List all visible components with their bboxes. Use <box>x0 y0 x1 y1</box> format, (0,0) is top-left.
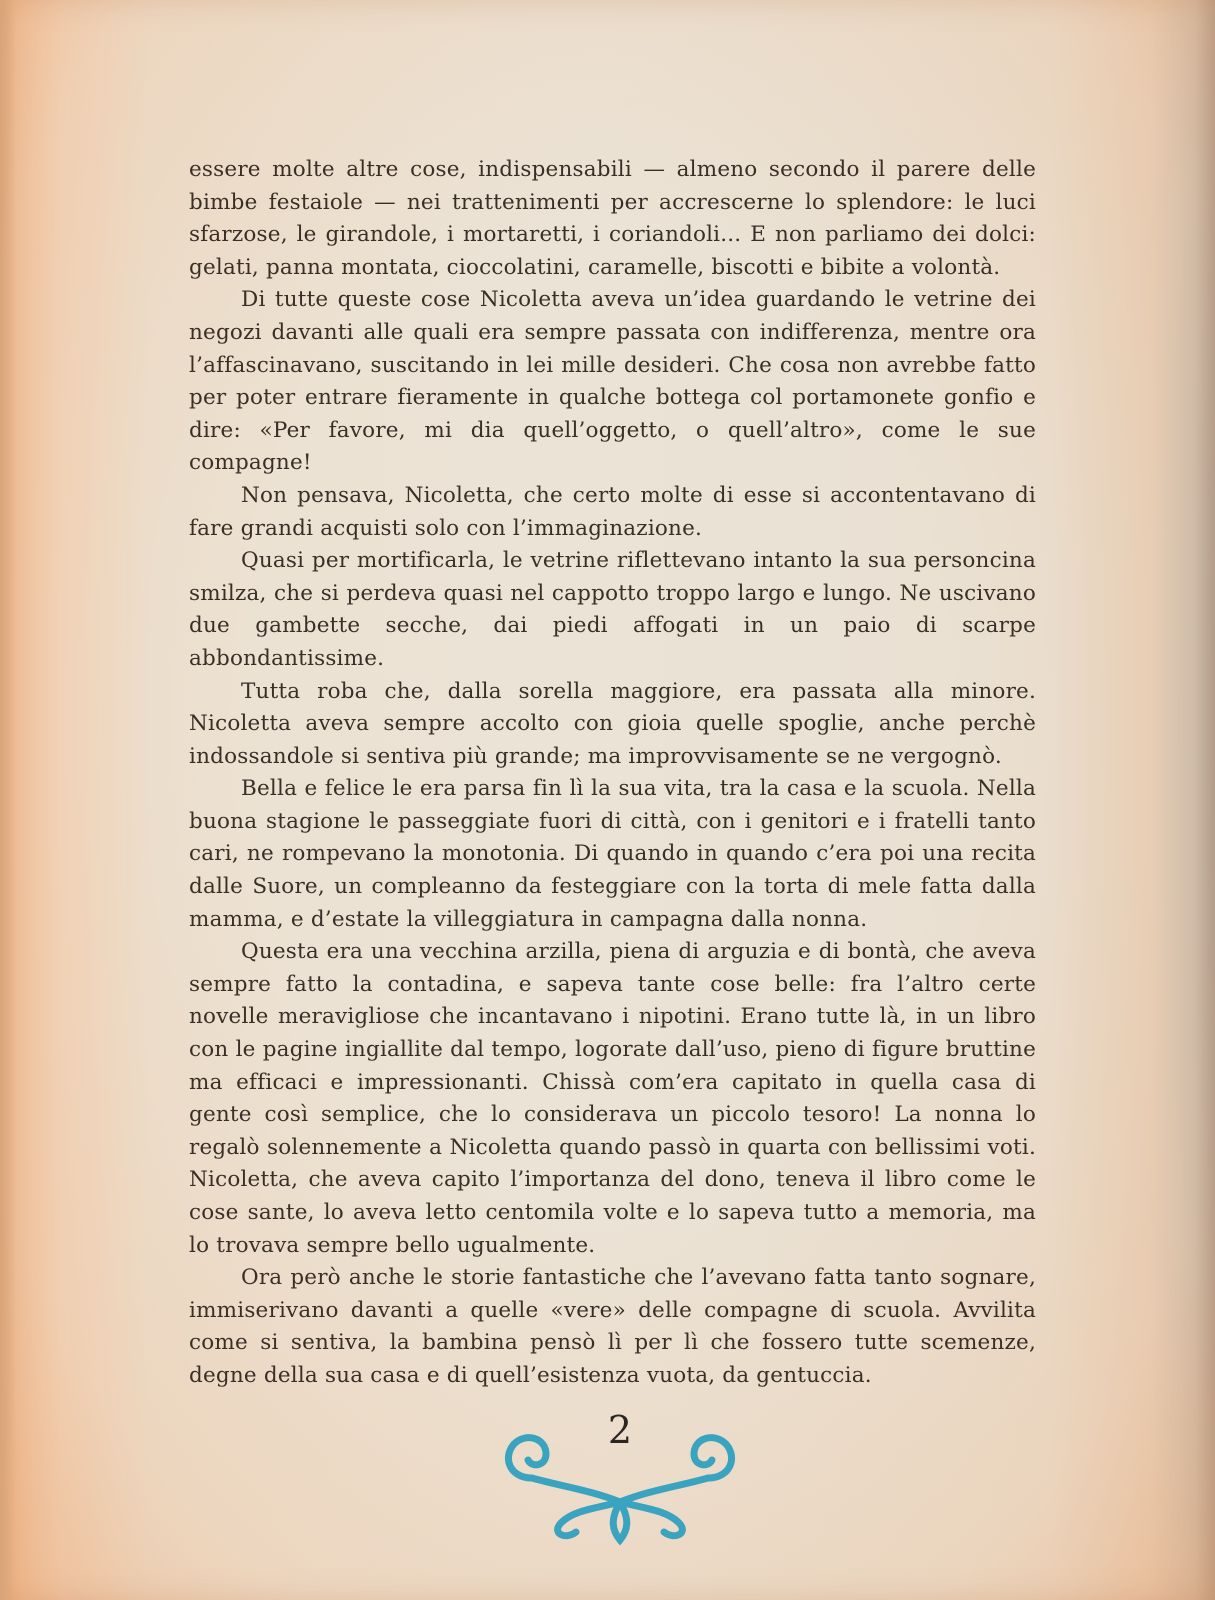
paragraph-7: Questa era una vecchina arzilla, piena di arguzia e di bontà, che aveva sempre fatto la contadina, e sapeva tante cose belle: fra l’altro certe novelle meravigliose che incantavano i nipotini. Erano tutte là, in un libro con le pagine ingiallite dal tempo, logorate dall’uso, pieno di figure bruttine ma efficaci e impressionanti. Chissà com’era capitato in quella casa di gente così semplice, che lo considerava un piccolo tesoro! La nonna lo regalò solennemente a Nicoletta quando passò in quarta con bellissimi voti. Nicoletta, che aveva capito l’importanza del dono, teneva il libro come le cose sante, lo aveva letto centomila volte e lo sapeva tutto a memoria, ma lo trovava sempre bello ugualmente. <box>189 939 1036 1258</box>
paragraph-1: essere molte altre cose, indispensabili — almeno secondo il parere delle bimbe festaiole — nei trattenimenti per accrescerne lo splendore: le luci sfarzose, le girandole, i mortaretti, i coriandoli... E non parliamo dei dolci: gelati, panna montata, cioccolatini, caramelle, biscotti e bibite a volontà. <box>189 157 1036 280</box>
paragraph-6: Bella e felice le era parsa fin lì la sua vita, tra la casa e la scuola. Nella buona stagione le passeggiate fuori di città, con i genitori e i fratelli tanto cari, ne rompevano la monotonia. Di quando in quando c’era poi una recita dalle Suore, un compleanno da festeggiare con la torta di mele fatta dalla mamma, e d’estate la villeggiatura in campagna dalla nonna. <box>189 776 1036 932</box>
paragraph-2: Di tutte queste cose Nicoletta aveva un’idea guardando le vetrine dei negozi davanti alle quali era sempre passata con indifferenza, mentre ora l’affascinavano, suscitando in lei mille desideri. Che cosa non avrebbe fatto per poter entrare fieramente in qualche bottega col portamonete gonfio e dire: «Per favore, mi dia quell’oggetto, o quell’altro», come le sue compagne! <box>189 287 1036 476</box>
paragraph-5: Tutta roba che, dalla sorella maggiore, era passata alla minore. Nicoletta aveva sempre accolto con gioia quelle spoglie, anche perchè indossandole si sentiva più grande; ma improvvisamente se ne vergognò. <box>189 678 1036 769</box>
paragraph-3: Non pensava, Nicoletta, che certo molte di esse si accontentavano di fare grandi acquisti solo con l’immaginazione. <box>189 482 1036 541</box>
page-edge-shadow <box>0 0 16 1600</box>
page-number: 2 <box>607 1408 633 1452</box>
paragraph-4: Quasi per mortificarla, le vetrine riflettevano intanto la sua personcina smilza, che si perdeva quasi nel cappotto troppo largo e lungo. Ne uscivano due gambette secche, dai piedi affogati in un paio di scarpe abbondantissime. <box>189 548 1036 671</box>
body-text <box>189 154 1036 1393</box>
paragraph-8: Ora però anche le storie fantastiche che l’avevano fatta tanto sognare, immiserivano davanti a quelle «vere» delle compagne di scuola. Avvilita come si sentiva, la bambina pensò lì per lì che fossero tutte scemenze, degne della sua casa e di quell’esistenza vuota, da gentuccia. <box>189 1265 1036 1388</box>
